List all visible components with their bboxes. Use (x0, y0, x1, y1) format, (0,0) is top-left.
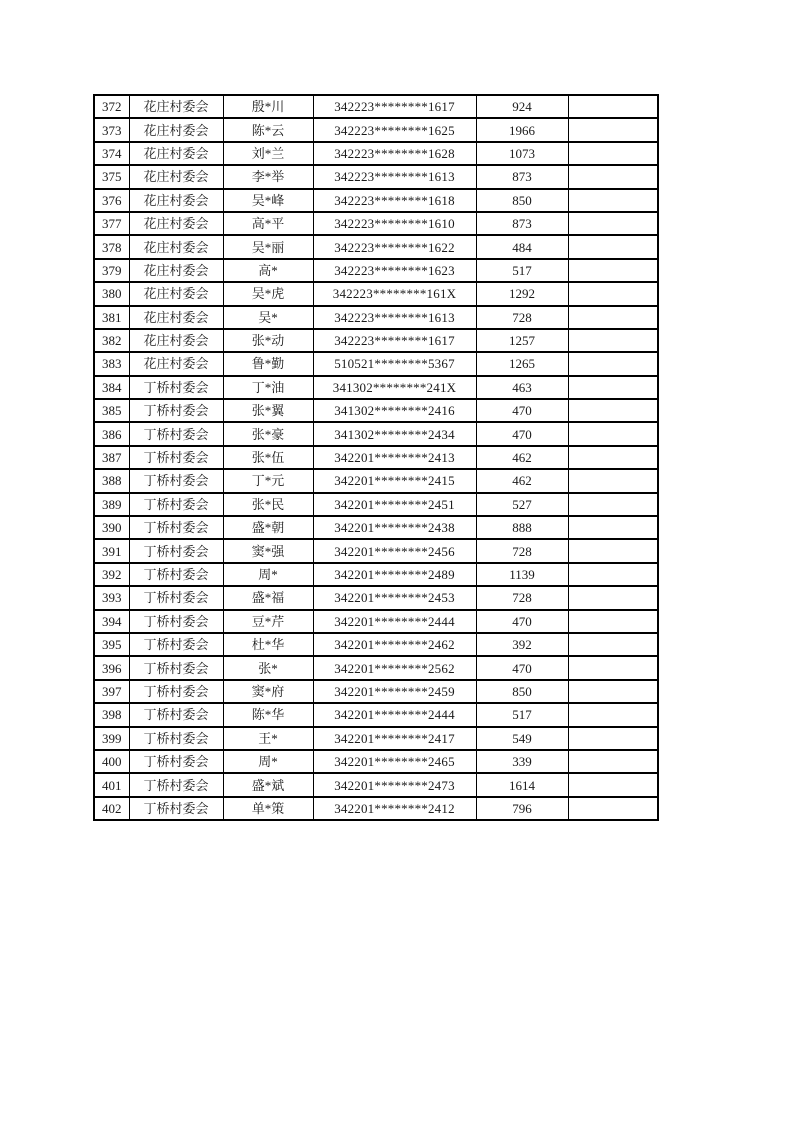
table-row (94, 306, 658, 329)
cell-id-number: 342223********1613 (313, 306, 476, 329)
cell-person-name: 吴*丽 (223, 235, 313, 258)
table-row (94, 563, 658, 586)
cell-amount: 1614 (476, 773, 568, 796)
cell-serial-number: 383 (94, 352, 129, 375)
cell-person-name: 丁*油 (223, 376, 313, 399)
cell-id-number: 342201********2412 (313, 797, 476, 820)
cell-amount: 470 (476, 422, 568, 445)
cell-amount: 924 (476, 95, 568, 118)
cell-person-name: 窦*府 (223, 680, 313, 703)
table-row (94, 750, 658, 773)
cell-serial-number: 374 (94, 142, 129, 165)
cell-serial-number: 395 (94, 633, 129, 656)
cell-remark-blank (568, 633, 658, 656)
cell-person-name: 鲁*勤 (223, 352, 313, 375)
cell-serial-number: 400 (94, 750, 129, 773)
cell-remark-blank (568, 727, 658, 750)
cell-village-committee: 丁桥村委会 (129, 703, 223, 726)
cell-id-number: 342223********1618 (313, 189, 476, 212)
table-body (94, 95, 658, 820)
cell-remark-blank (568, 142, 658, 165)
cell-id-number: 342201********2453 (313, 586, 476, 609)
cell-village-committee: 丁桥村委会 (129, 422, 223, 445)
cell-remark-blank (568, 656, 658, 679)
cell-village-committee: 丁桥村委会 (129, 797, 223, 820)
cell-village-committee: 丁桥村委会 (129, 656, 223, 679)
cell-id-number: 342201********2562 (313, 656, 476, 679)
table-row (94, 235, 658, 258)
cell-amount: 1139 (476, 563, 568, 586)
table-row (94, 446, 658, 469)
cell-amount: 470 (476, 610, 568, 633)
cell-id-number: 342223********1622 (313, 235, 476, 258)
cell-serial-number: 385 (94, 399, 129, 422)
cell-amount: 470 (476, 656, 568, 679)
table-row (94, 189, 658, 212)
cell-amount: 728 (476, 539, 568, 562)
cell-village-committee: 花庄村委会 (129, 118, 223, 141)
cell-village-committee: 丁桥村委会 (129, 399, 223, 422)
table-row (94, 493, 658, 516)
table-row (94, 95, 658, 118)
cell-village-committee: 花庄村委会 (129, 306, 223, 329)
table-row (94, 259, 658, 282)
cell-amount: 888 (476, 516, 568, 539)
cell-person-name: 陈*云 (223, 118, 313, 141)
cell-person-name: 张*动 (223, 329, 313, 352)
table-row (94, 516, 658, 539)
table-row (94, 165, 658, 188)
cell-remark-blank (568, 352, 658, 375)
cell-amount: 1257 (476, 329, 568, 352)
cell-village-committee: 花庄村委会 (129, 142, 223, 165)
cell-id-number: 342201********2456 (313, 539, 476, 562)
table-row (94, 282, 658, 305)
cell-serial-number: 391 (94, 539, 129, 562)
cell-person-name: 豆*芹 (223, 610, 313, 633)
cell-id-number: 342223********1617 (313, 95, 476, 118)
cell-person-name: 周* (223, 563, 313, 586)
cell-serial-number: 378 (94, 235, 129, 258)
cell-serial-number: 372 (94, 95, 129, 118)
cell-amount: 549 (476, 727, 568, 750)
cell-serial-number: 394 (94, 610, 129, 633)
cell-village-committee: 丁桥村委会 (129, 446, 223, 469)
table-row (94, 633, 658, 656)
cell-serial-number: 379 (94, 259, 129, 282)
cell-village-committee: 丁桥村委会 (129, 493, 223, 516)
cell-amount: 1073 (476, 142, 568, 165)
table-row (94, 656, 658, 679)
cell-remark-blank (568, 399, 658, 422)
cell-remark-blank (568, 797, 658, 820)
cell-person-name: 刘*兰 (223, 142, 313, 165)
cell-serial-number: 398 (94, 703, 129, 726)
cell-village-committee: 花庄村委会 (129, 212, 223, 235)
cell-id-number: 342201********2417 (313, 727, 476, 750)
cell-serial-number: 396 (94, 656, 129, 679)
cell-amount: 1966 (476, 118, 568, 141)
cell-person-name: 丁*元 (223, 469, 313, 492)
cell-id-number: 342201********2459 (313, 680, 476, 703)
cell-id-number: 342223********161X (313, 282, 476, 305)
cell-person-name: 陈*华 (223, 703, 313, 726)
cell-id-number: 342223********1617 (313, 329, 476, 352)
cell-id-number: 342201********2438 (313, 516, 476, 539)
cell-remark-blank (568, 259, 658, 282)
cell-remark-blank (568, 469, 658, 492)
cell-person-name: 张*豪 (223, 422, 313, 445)
cell-person-name: 高* (223, 259, 313, 282)
cell-id-number: 342201********2444 (313, 703, 476, 726)
cell-amount: 1265 (476, 352, 568, 375)
cell-amount: 1292 (476, 282, 568, 305)
cell-serial-number: 384 (94, 376, 129, 399)
table-row (94, 118, 658, 141)
cell-village-committee: 花庄村委会 (129, 189, 223, 212)
cell-village-committee: 花庄村委会 (129, 329, 223, 352)
cell-amount: 517 (476, 703, 568, 726)
cell-amount: 462 (476, 446, 568, 469)
cell-serial-number: 377 (94, 212, 129, 235)
cell-id-number: 342201********2462 (313, 633, 476, 656)
cell-amount: 873 (476, 165, 568, 188)
cell-person-name: 张*民 (223, 493, 313, 516)
cell-serial-number: 390 (94, 516, 129, 539)
cell-person-name: 吴*峰 (223, 189, 313, 212)
cell-amount: 728 (476, 586, 568, 609)
table-row (94, 469, 658, 492)
cell-person-name: 高*平 (223, 212, 313, 235)
cell-remark-blank (568, 118, 658, 141)
cell-remark-blank (568, 235, 658, 258)
cell-id-number: 342201********2489 (313, 563, 476, 586)
cell-remark-blank (568, 422, 658, 445)
cell-id-number: 342223********1610 (313, 212, 476, 235)
table-row (94, 142, 658, 165)
table-row (94, 727, 658, 750)
cell-serial-number: 381 (94, 306, 129, 329)
cell-serial-number: 373 (94, 118, 129, 141)
cell-person-name: 张*伍 (223, 446, 313, 469)
cell-village-committee: 花庄村委会 (129, 259, 223, 282)
cell-serial-number: 380 (94, 282, 129, 305)
cell-village-committee: 丁桥村委会 (129, 633, 223, 656)
cell-amount: 463 (476, 376, 568, 399)
cell-remark-blank (568, 703, 658, 726)
table-row (94, 703, 658, 726)
cell-id-number: 342223********1625 (313, 118, 476, 141)
cell-person-name: 周* (223, 750, 313, 773)
cell-village-committee: 花庄村委会 (129, 282, 223, 305)
cell-remark-blank (568, 306, 658, 329)
cell-id-number: 342223********1613 (313, 165, 476, 188)
cell-person-name: 王* (223, 727, 313, 750)
cell-id-number: 342201********2473 (313, 773, 476, 796)
cell-village-committee: 丁桥村委会 (129, 469, 223, 492)
cell-remark-blank (568, 95, 658, 118)
cell-village-committee: 丁桥村委会 (129, 586, 223, 609)
cell-serial-number: 387 (94, 446, 129, 469)
cell-remark-blank (568, 773, 658, 796)
cell-village-committee: 花庄村委会 (129, 352, 223, 375)
cell-amount: 527 (476, 493, 568, 516)
cell-remark-blank (568, 539, 658, 562)
table-row (94, 539, 658, 562)
cell-village-committee: 花庄村委会 (129, 165, 223, 188)
cell-village-committee: 花庄村委会 (129, 95, 223, 118)
cell-person-name: 单*策 (223, 797, 313, 820)
cell-amount: 873 (476, 212, 568, 235)
cell-id-number: 342201********2413 (313, 446, 476, 469)
cell-person-name: 张*翼 (223, 399, 313, 422)
table-row (94, 797, 658, 820)
beneficiary-roster-table (93, 94, 659, 821)
cell-serial-number: 386 (94, 422, 129, 445)
cell-person-name: 李*举 (223, 165, 313, 188)
cell-village-committee: 丁桥村委会 (129, 727, 223, 750)
cell-person-name: 殷*川 (223, 95, 313, 118)
cell-village-committee: 丁桥村委会 (129, 563, 223, 586)
cell-id-number: 342223********1628 (313, 142, 476, 165)
table-row (94, 773, 658, 796)
cell-person-name: 吴*虎 (223, 282, 313, 305)
cell-amount: 728 (476, 306, 568, 329)
cell-village-committee: 丁桥村委会 (129, 750, 223, 773)
table-row (94, 422, 658, 445)
cell-amount: 470 (476, 399, 568, 422)
cell-amount: 484 (476, 235, 568, 258)
cell-serial-number: 399 (94, 727, 129, 750)
cell-remark-blank (568, 563, 658, 586)
cell-village-committee: 丁桥村委会 (129, 773, 223, 796)
cell-remark-blank (568, 680, 658, 703)
cell-person-name: 盛*朝 (223, 516, 313, 539)
table-row (94, 399, 658, 422)
cell-remark-blank (568, 446, 658, 469)
cell-remark-blank (568, 282, 658, 305)
cell-serial-number: 388 (94, 469, 129, 492)
cell-id-number: 341302********2434 (313, 422, 476, 445)
cell-remark-blank (568, 610, 658, 633)
cell-id-number: 341302********2416 (313, 399, 476, 422)
cell-serial-number: 392 (94, 563, 129, 586)
cell-village-committee: 丁桥村委会 (129, 516, 223, 539)
cell-village-committee: 丁桥村委会 (129, 376, 223, 399)
table-row (94, 212, 658, 235)
table-row (94, 352, 658, 375)
cell-village-committee: 丁桥村委会 (129, 539, 223, 562)
cell-id-number: 510521********5367 (313, 352, 476, 375)
cell-amount: 392 (476, 633, 568, 656)
cell-amount: 796 (476, 797, 568, 820)
cell-id-number: 342223********1623 (313, 259, 476, 282)
cell-person-name: 盛*斌 (223, 773, 313, 796)
cell-village-committee: 丁桥村委会 (129, 610, 223, 633)
cell-remark-blank (568, 165, 658, 188)
cell-serial-number: 389 (94, 493, 129, 516)
cell-remark-blank (568, 516, 658, 539)
cell-amount: 517 (476, 259, 568, 282)
table-row (94, 610, 658, 633)
cell-person-name: 吴* (223, 306, 313, 329)
cell-person-name: 盛*福 (223, 586, 313, 609)
cell-id-number: 342201********2465 (313, 750, 476, 773)
cell-person-name: 张* (223, 656, 313, 679)
cell-person-name: 杜*华 (223, 633, 313, 656)
cell-id-number: 341302********241X (313, 376, 476, 399)
cell-amount: 850 (476, 189, 568, 212)
cell-remark-blank (568, 750, 658, 773)
cell-serial-number: 393 (94, 586, 129, 609)
cell-serial-number: 402 (94, 797, 129, 820)
cell-amount: 462 (476, 469, 568, 492)
table-row (94, 586, 658, 609)
table-row (94, 680, 658, 703)
cell-village-committee: 丁桥村委会 (129, 680, 223, 703)
cell-amount: 850 (476, 680, 568, 703)
table-row (94, 376, 658, 399)
cell-remark-blank (568, 493, 658, 516)
cell-remark-blank (568, 586, 658, 609)
cell-remark-blank (568, 189, 658, 212)
cell-id-number: 342201********2451 (313, 493, 476, 516)
cell-serial-number: 376 (94, 189, 129, 212)
cell-serial-number: 382 (94, 329, 129, 352)
cell-remark-blank (568, 212, 658, 235)
cell-serial-number: 401 (94, 773, 129, 796)
cell-village-committee: 花庄村委会 (129, 235, 223, 258)
cell-remark-blank (568, 329, 658, 352)
cell-remark-blank (568, 376, 658, 399)
cell-amount: 339 (476, 750, 568, 773)
cell-person-name: 窦*强 (223, 539, 313, 562)
table-row (94, 329, 658, 352)
cell-id-number: 342201********2415 (313, 469, 476, 492)
cell-serial-number: 375 (94, 165, 129, 188)
cell-id-number: 342201********2444 (313, 610, 476, 633)
cell-serial-number: 397 (94, 680, 129, 703)
